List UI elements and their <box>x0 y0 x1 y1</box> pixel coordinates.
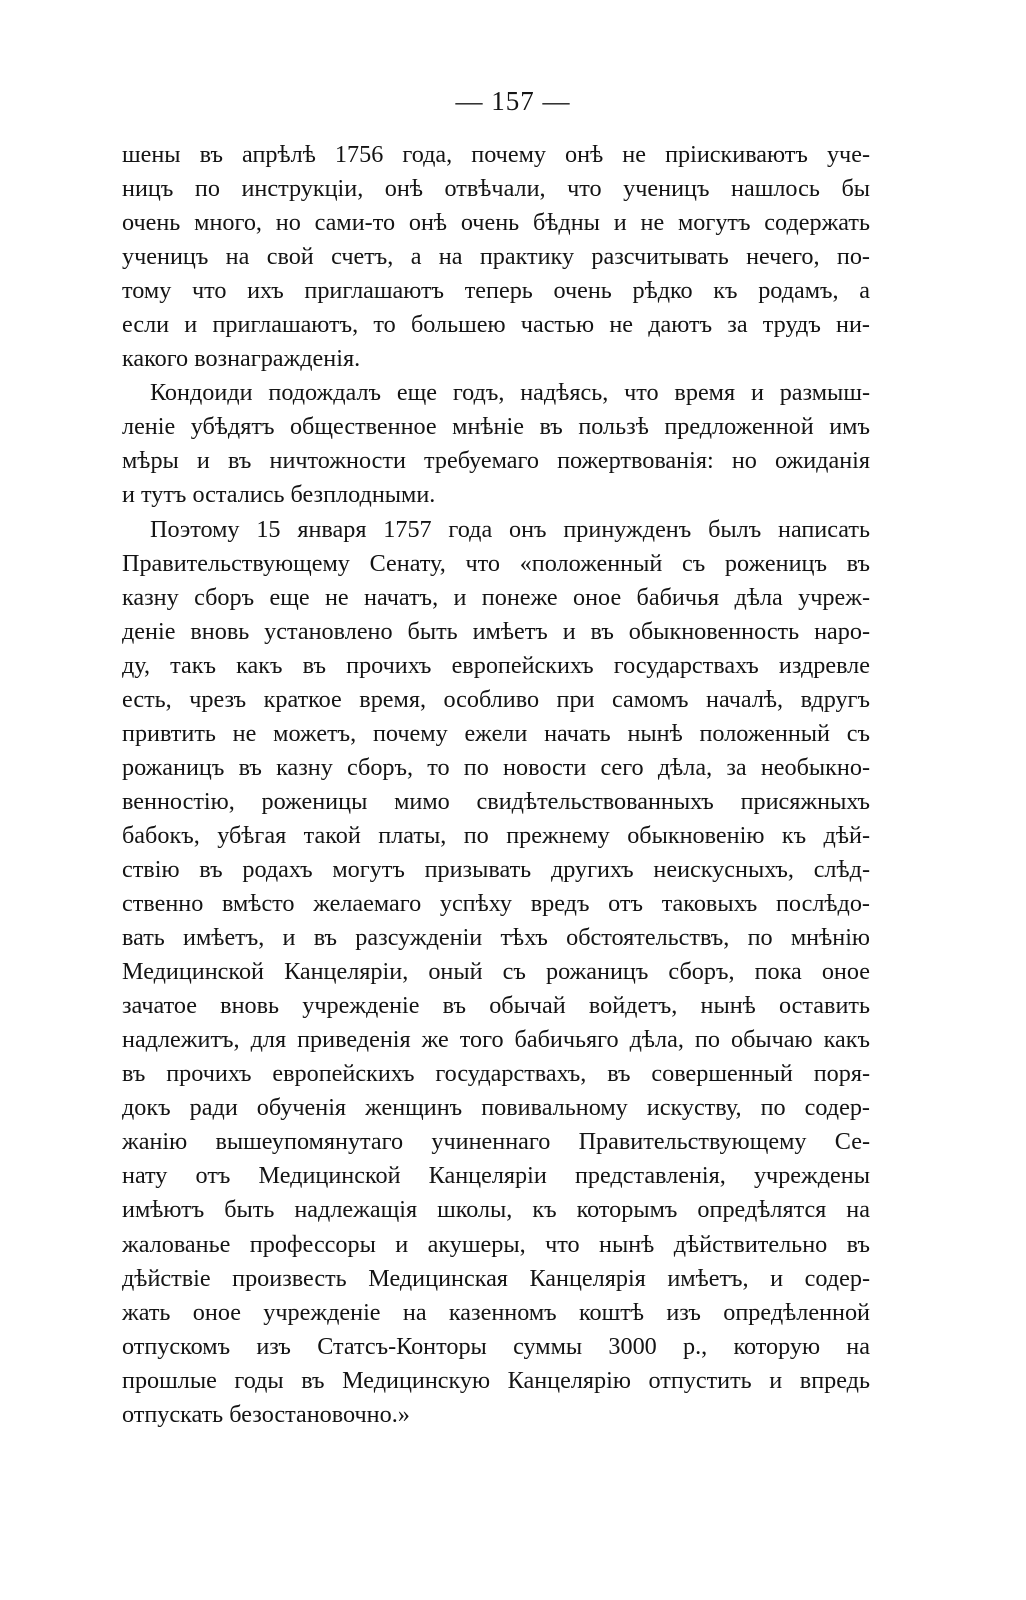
text-line: жанію вышеупомянутаго учиненнаго Правительствующему Се- <box>122 1128 870 1156</box>
paragraph <box>122 138 870 376</box>
text-line: и тутъ остались безплодными. <box>122 481 436 509</box>
text-line: прошлые годы въ Медицинскую Канцелярію отпустить и впредь <box>122 1366 870 1394</box>
text-line: какого вознагражденія. <box>122 345 361 373</box>
text-line: Правительствующему Сенату, что «положенный съ роженицъ въ <box>122 549 870 577</box>
text-line: леніе убѣдятъ общественное мнѣніе въ пользѣ предложенной имъ <box>122 413 870 441</box>
text-line: надлежитъ, для приведенія же того бабичьяго дѣла, по обычаю какъ <box>122 1026 870 1054</box>
paragraph <box>122 513 870 1432</box>
text-line: ствію въ родахъ могутъ призывать другихъ неискусныхъ, слѣд- <box>122 855 870 883</box>
text-line: докъ ради обученія женщинъ повивальному искуству, по содер- <box>122 1094 870 1122</box>
text-line: очень много, но сами-то онѣ очень бѣдны и не могутъ содержать <box>122 209 870 237</box>
text-line: нату отъ Медицинской Канцеляріи представленія, учреждены <box>122 1162 870 1190</box>
text-line: рожаницъ въ казну сборъ, то по новости сего дѣла, за необыкно- <box>122 753 870 781</box>
text-line: ду, такъ какъ въ прочихъ европейскихъ государствахъ издревле <box>122 651 870 679</box>
text-line: шены въ апрѣлѣ 1756 года, почему онѣ не пріискиваютъ уче- <box>122 141 870 168</box>
text-line: есть, чрезъ краткое время, особливо при самомъ началѣ, вдругъ <box>122 685 870 713</box>
text-line: отпускать безостановочно.» <box>122 1400 410 1428</box>
page-number: — 157 — <box>455 86 571 116</box>
text-line: въ прочихъ европейскихъ государствахъ, въ совершенный поря- <box>122 1060 870 1088</box>
text-line: Медицинской Канцеляріи, оный съ рожаницъ сборъ, пока оное <box>122 958 870 986</box>
text-line: Поэтому 15 января 1757 года онъ принужденъ былъ написать <box>150 515 870 543</box>
text-line: отпускомъ изъ Статсъ-Конторы суммы 3000 р., которую на <box>122 1332 870 1360</box>
text-line: привтить не можетъ, почему ежели начать нынѣ положенный съ <box>122 719 870 747</box>
text-line: жать оное учрежденіе на казенномъ коштѣ изъ опредѣленной <box>122 1298 870 1326</box>
text-line: дѣйствіе произвесть Медицинская Канцелярія имѣетъ, и содер- <box>122 1264 870 1292</box>
text-line: ученицъ на свой счетъ, а на практику разсчитывать нечего, по- <box>122 243 870 271</box>
text-line: мѣры и въ ничтожности требуемаго пожертвованія: но ожиданія <box>122 447 870 475</box>
text-line: ницъ по инструкціи, онѣ отвѣчали, что ученицъ нашлось бы <box>122 175 870 203</box>
text-line: зачатое вновь учрежденіе въ обычай войдетъ, нынѣ оставить <box>122 992 870 1020</box>
text-line: если и приглашаютъ, то большею частью не даютъ за трудъ ни- <box>122 311 870 339</box>
text-line: жалованье профессоры и акушеры, что нынѣ дѣйствительно въ <box>122 1230 870 1258</box>
text-line: казну сборъ еще не начатъ, и понеже оное бабичья дѣла учреж- <box>122 583 870 611</box>
paragraph <box>122 376 870 512</box>
text-line: вать имѣетъ, и въ разсужденіи тѣхъ обстоятельствъ, по мнѣнію <box>122 924 870 952</box>
text-line: ственно вмѣсто желаемаго успѣху вредъ отъ таковыхъ послѣдо- <box>122 890 870 918</box>
text-line: Кондоиди подождалъ еще годъ, надѣясь, что время и размыш- <box>150 379 870 407</box>
text-line: деніе вновь установлено быть имѣетъ и въ обыкновенность наро- <box>122 617 870 645</box>
text-line: бабокъ, убѣгая такой платы, по прежнему обыкновенію къ дѣй- <box>122 821 870 849</box>
body-text <box>122 138 870 1432</box>
text-line: имѣютъ быть надлежащія школы, къ которымъ опредѣлятся на <box>122 1196 870 1224</box>
text-line: венностію, роженицы мимо свидѣтельствованныхъ присяжныхъ <box>122 787 870 815</box>
text-line: тому что ихъ приглашаютъ теперь очень рѣдко къ родамъ, а <box>122 277 870 305</box>
